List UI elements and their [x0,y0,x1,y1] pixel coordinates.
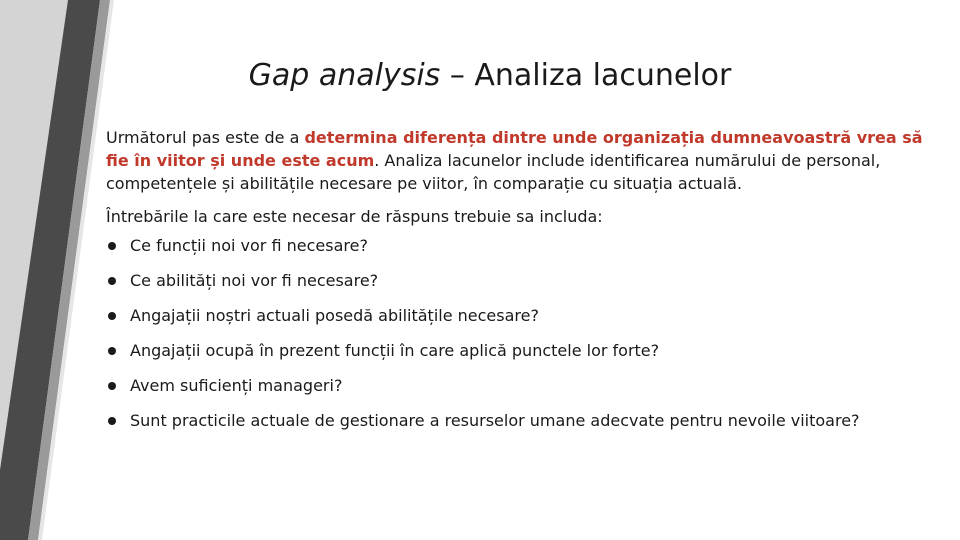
list-item [106,409,946,432]
slide-body [106,126,946,444]
bullet-dot-icon [108,312,116,320]
bullet-dot-icon [108,277,116,285]
list-item [106,269,946,292]
intro-after: . Analiza lacunelor include identificarea numărului de personal, competențele și abilitățile necesare pe viitor, în comparație cu situația actuală. [106,151,881,193]
question-list [106,234,946,432]
list-item [106,234,946,257]
slide-title [110,52,870,100]
list-item-text: Ce abilități noi vor fi necesare? [130,271,379,290]
intro-highlight: determina diferența dintre unde organizația dumneavoastră vrea să fie în viitor și unde este acum [106,128,923,170]
slide-title-rest: – Analiza lacunelor [440,58,732,93]
list-item-text: Angajații noștri actuali posedă abilitățile necesare? [130,306,539,325]
bullet-dot-icon [108,242,116,250]
list-item-text: Sunt practicile actuale de gestionare a resurselor umane adecvate pentru nevoile viitoare? [130,411,860,430]
slide-title-italic: Gap analysis [248,58,441,93]
list-item [106,339,946,362]
list-item-text: Avem suficienți manageri? [130,376,343,395]
intro-paragraph [106,126,946,195]
list-item [106,374,946,397]
intro-before: Următorul pas este de a [106,128,305,147]
bullet-dot-icon [108,417,116,425]
bullet-dot-icon [108,347,116,355]
list-item-text: Angajații ocupă în prezent funcții în care aplică punctele lor forte? [130,341,660,360]
bullet-dot-icon [108,382,116,390]
list-item-text: Ce funcții noi vor fi necesare? [130,236,368,255]
questions-lead: Întrebările la care este necesar de răspuns trebuie sa includa: [106,207,603,226]
list-item [106,304,946,327]
